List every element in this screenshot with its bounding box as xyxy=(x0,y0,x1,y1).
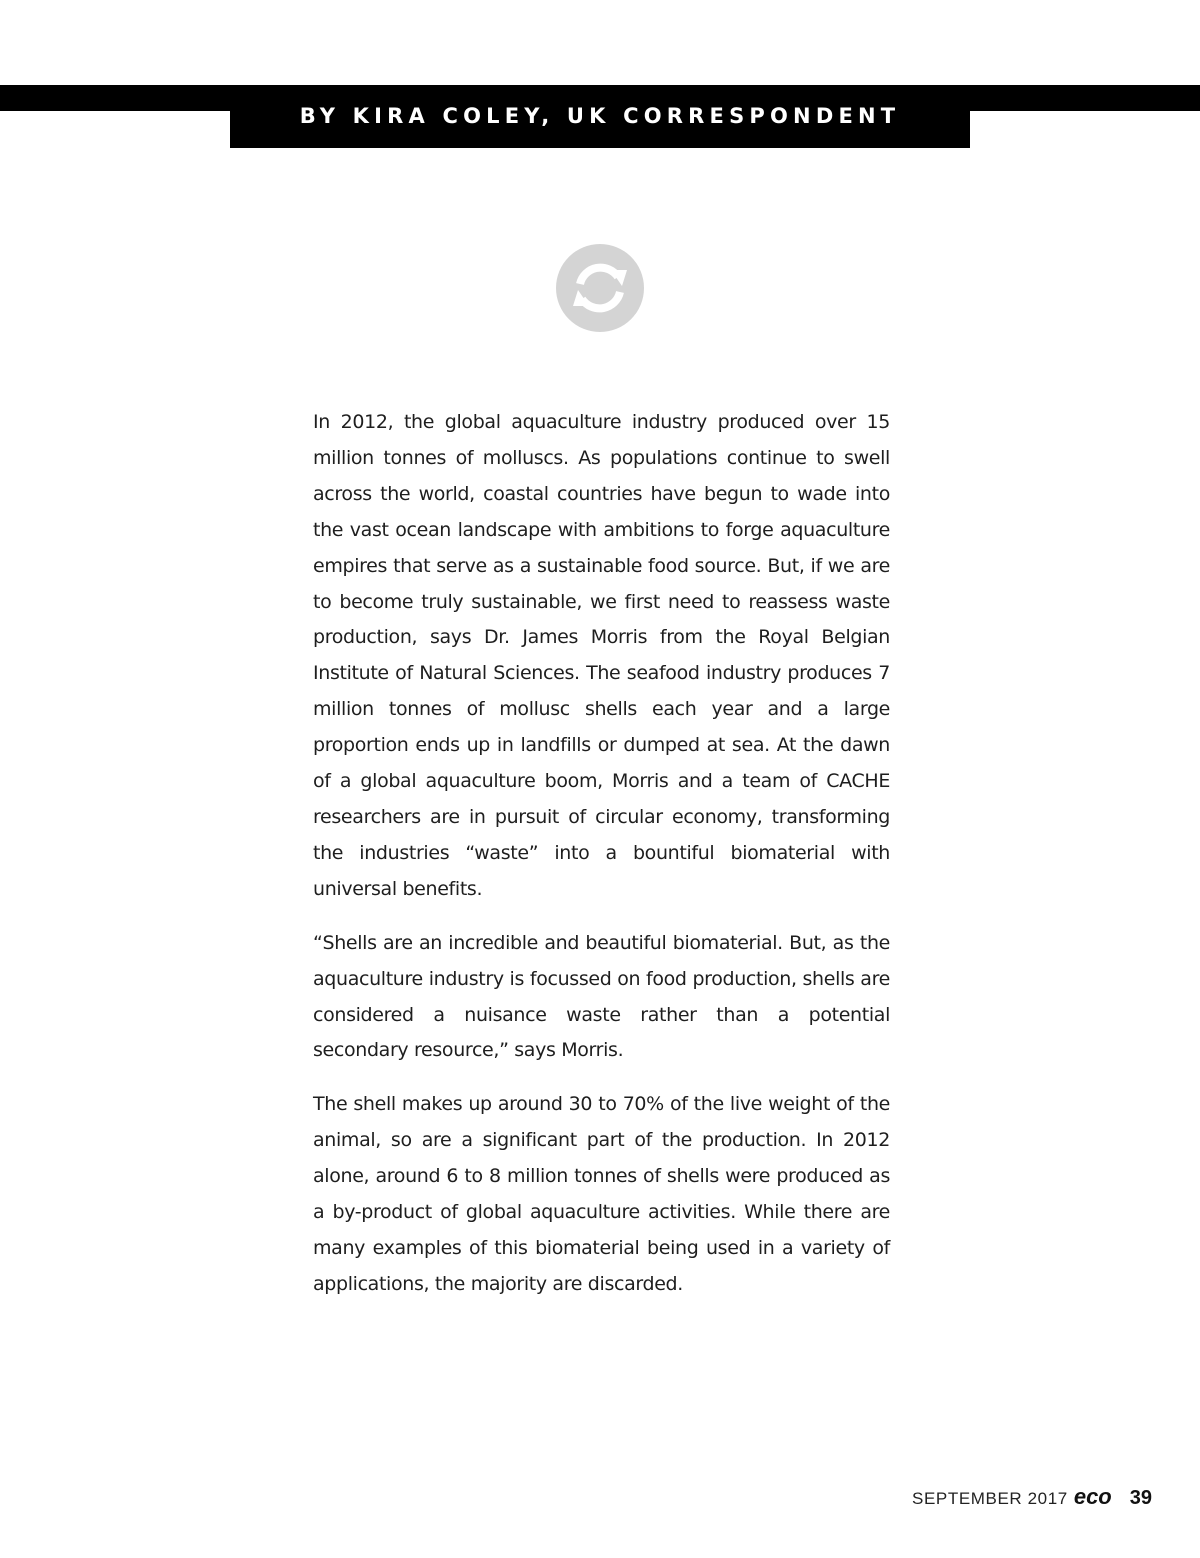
byline-banner xyxy=(230,85,970,148)
article-body xyxy=(313,405,890,1321)
refresh-icon xyxy=(556,244,644,332)
article-paragraph: The shell makes up around 30 to 70% of the live weight of the animal, so are a significant part of the production. In 2012 alone, around 6 to 8 million tonnes of shells were produced as a by-product of global aquaculture activities. While there are many examples of this biomaterial being used in a variety of applications, the majority are discarded. xyxy=(313,1093,890,1295)
byline: BY KIRA COLEY, UK CORRESPONDENT xyxy=(299,103,901,128)
magazine-logo: eco xyxy=(1073,1484,1112,1509)
page-number: 39 xyxy=(1129,1487,1152,1509)
article-paragraph: “Shells are an incredible and beautiful biomaterial. But, as the aquaculture industry is focussed on food production, shells are considered a nuisance waste rather than a potential secondary resource,” says Morris. xyxy=(313,931,890,1062)
issue-date: SEPTEMBER 2017 xyxy=(912,1489,1068,1508)
page-footer xyxy=(912,1484,1152,1510)
article-paragraph: In 2012, the global aquaculture industry produced over 15 million tonnes of molluscs. As populations continue to swell across the world, coastal countries have begun to wade into the vast ocean landscape with ambitions to forge aquaculture empires that serve as a sustainable food source. But, if we are to become truly sustainable, we first need to reassess waste production, says Dr. James Morris from the Royal Belgian Institute of Natural Sciences. The seafood industry produces 7 million tonnes of mollusc shells each year and a large proportion ends up in landfills or dumped at sea. At the dawn of a global aquaculture boom, Morris and a team of CACHE researchers are in pursuit of circular economy, transforming the industries “waste” into a bountiful biomaterial with universal benefits. xyxy=(313,411,890,900)
